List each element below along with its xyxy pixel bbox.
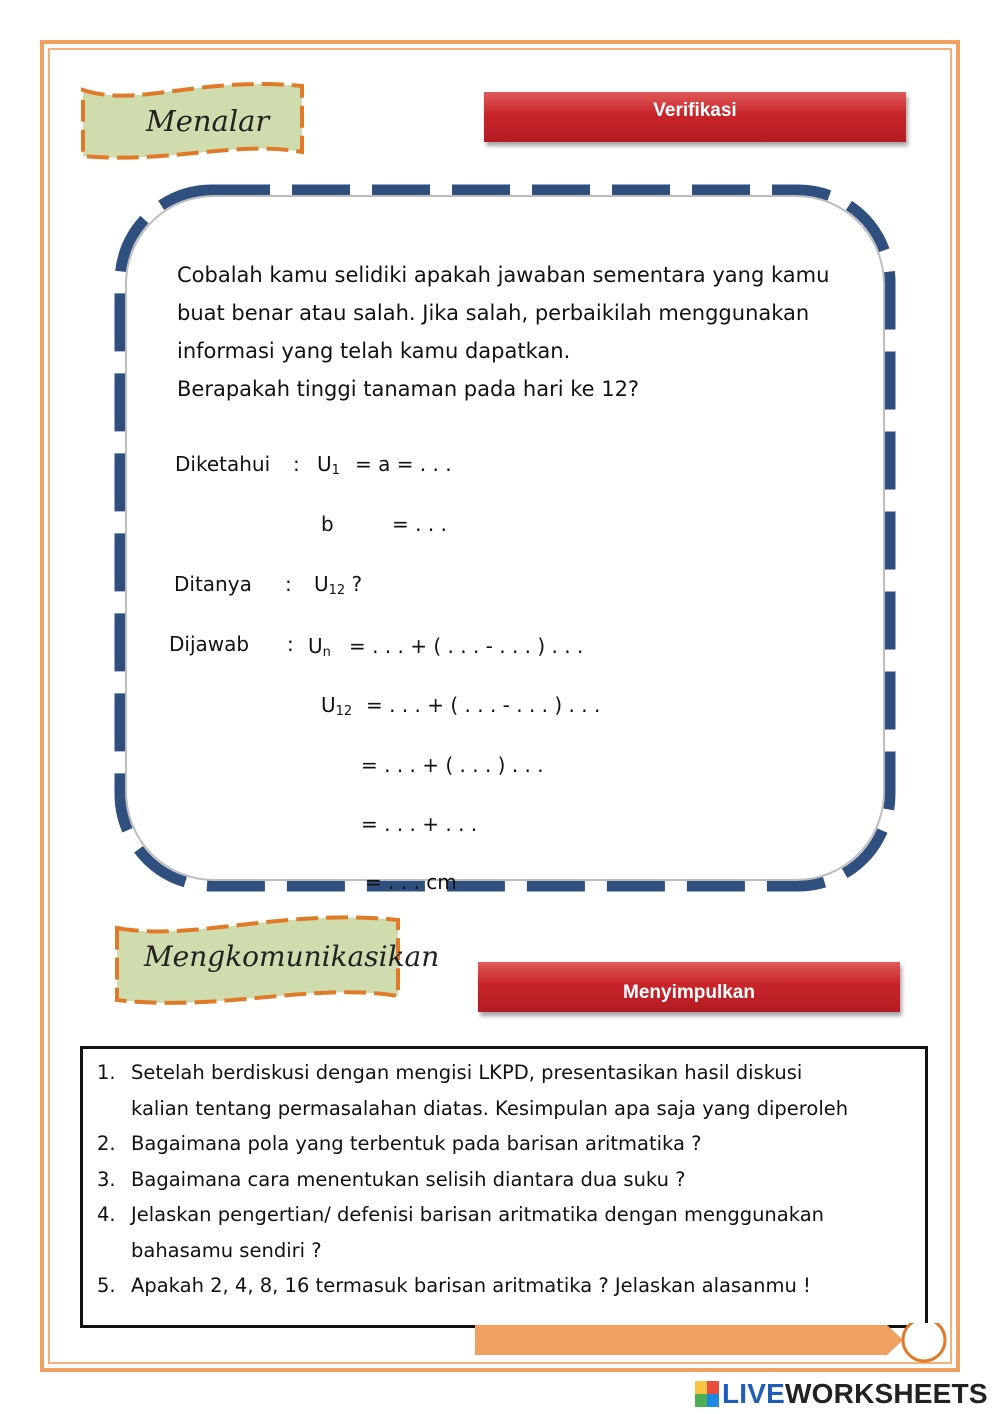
mengkomunikasikan-banner: [112, 912, 440, 1008]
list-item: [97, 1055, 848, 1126]
instruction-line-4: Berapakah tinggi tanaman pada hari ke 12?: [177, 377, 640, 401]
item-number: 3.: [97, 1167, 116, 1191]
item-line: Apakah 2, 4, 8, 16 termasuk barisan aritmatika ? Jelaskan alasanmu !: [131, 1274, 811, 1297]
item-line: kalian tentang permasalahan diatas. Kesimpulan apa saja yang diperoleh: [131, 1096, 849, 1120]
u-symbol: U: [317, 452, 332, 476]
dijawab-colon: :: [287, 632, 294, 656]
u12-index: 12: [335, 704, 353, 719]
step-3: = . . . cm: [365, 870, 457, 894]
u1-value: = a = . . .: [355, 452, 452, 476]
step-2: = . . . + . . .: [361, 812, 478, 836]
step-1: = . . . + ( . . . ) . . .: [361, 753, 544, 777]
questions-list: [97, 1055, 848, 1304]
un-index: n: [322, 645, 331, 660]
menyimpulkan-label: Menyimpulkan: [623, 982, 755, 1003]
verifikasi-header: [484, 92, 906, 142]
dijawab-label: Dijawab: [169, 632, 250, 656]
logo-text: LIVEWORKSHEETS: [722, 1378, 988, 1409]
verifikasi-label: Verifikasi: [653, 100, 737, 121]
item-number: 5.: [97, 1274, 116, 1297]
u-symbol: U: [321, 693, 336, 717]
item-number: 1.: [97, 1061, 116, 1084]
menalar-banner: [78, 80, 308, 162]
liveworksheets-logo: [695, 1377, 988, 1411]
question-mark: ?: [351, 572, 363, 596]
item-line: Bagaimana pola yang terbentuk pada barisan aritmatika ?: [131, 1132, 702, 1155]
mengkomunikasikan-title: Mengkomunikasikan: [144, 940, 440, 973]
list-item: [97, 1162, 848, 1198]
un-term: [308, 634, 331, 660]
ditanya-colon: :: [285, 572, 292, 596]
instruction-line-1: Cobalah kamu selidiki apakah jawaban sementara yang kamu: [177, 263, 830, 287]
un-formula: = . . . + ( . . . - . . . ) . . .: [349, 634, 584, 658]
item-line: Jelaskan pengertian/ defenisi barisan aritmatika dengan menggunakan: [131, 1203, 825, 1226]
diketahui-label: Diketahui: [175, 452, 271, 476]
list-item: [97, 1268, 848, 1304]
instruction-line-2: buat benar atau salah. Jika salah, perbaikilah menggunakan: [177, 301, 810, 325]
menyimpulkan-header: [478, 962, 900, 1012]
b-symbol: b: [321, 512, 334, 536]
item-line: Bagaimana cara menentukan selisih diantara dua suku ?: [131, 1167, 686, 1191]
list-item: [97, 1126, 848, 1162]
footer-arrow: [475, 1323, 950, 1367]
questions-box: [80, 1046, 928, 1328]
u12-formula: = . . . + ( . . . - . . . ) . . .: [366, 693, 601, 717]
item-number: 4.: [97, 1203, 116, 1226]
b-value: = . . .: [392, 512, 447, 536]
ditanya-label: Ditanya: [174, 572, 252, 596]
diketahui-colon: :: [293, 452, 300, 476]
item-line: bahasamu sendiri ?: [131, 1238, 322, 1262]
u-symbol: U: [314, 572, 329, 596]
item-number: 2.: [97, 1132, 116, 1155]
u-symbol: U: [308, 634, 323, 658]
item-line: Setelah berdiskusi dengan mengisi LKPD, presentasikan hasil diskusi: [131, 1061, 803, 1084]
u12-index: 12: [328, 583, 346, 598]
list-item: [97, 1197, 848, 1268]
menalar-title: Menalar: [146, 104, 270, 138]
liveworksheets-icon: [695, 1381, 719, 1407]
u12-question: [314, 572, 362, 598]
instruction-line-3: informasi yang telah kamu dapatkan.: [177, 339, 571, 363]
u1-term: [317, 452, 340, 478]
u12-term: [321, 693, 352, 719]
u1-index: 1: [331, 463, 340, 478]
